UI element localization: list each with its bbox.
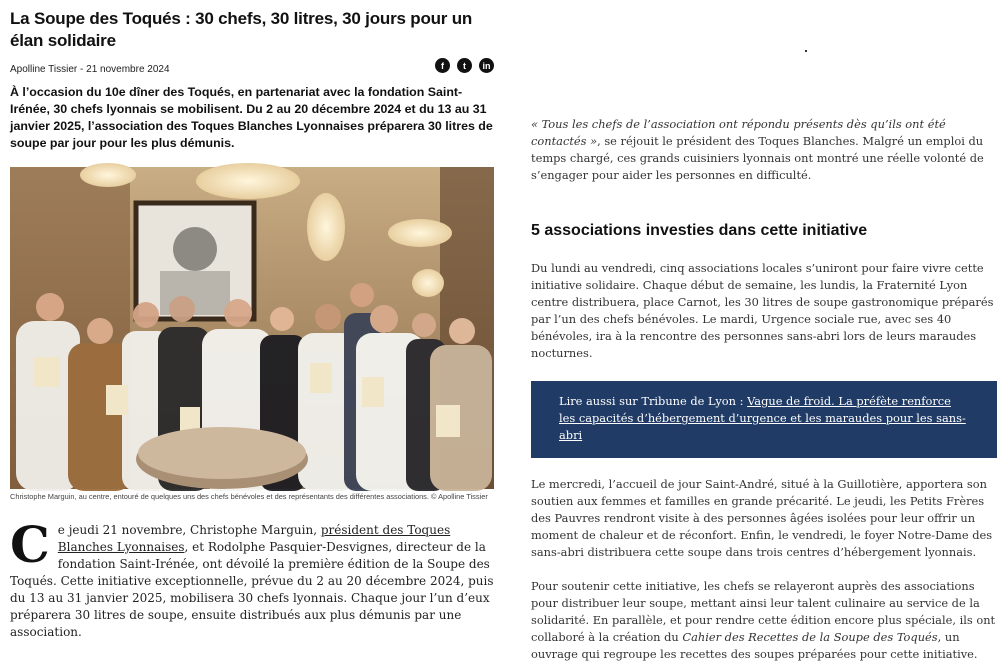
recipes-text-a: Pour soutenir cette initiative, les chefs se relayeront auprès des associations pour distribuer leur soupe, mettant ainsi leur talent culinaire au service de la solidarité. En parallèle, et pour rendre cette édition encore plus spéciale, ils ont collaboré à la création du — [531, 579, 996, 644]
toques-blanches-link[interactable]: président des Toques Blanches Lyonnaises — [57, 523, 451, 554]
quote-rest: , se réjouit le président des Toques Blanches. Malgré un emploi du temps chargé, ces grands cuisiniers lyonnais ont montré une réelle volonté de s’engager pour aider les personnes en difficulté. — [531, 134, 984, 182]
article-lead: À l’occasion du 10e dîner des Toqués, en partenariat avec la fondation Saint-Irénée, 30 chefs lyonnais se mobilisent. Du 2 au 20 décembre 2024 et du 13 au 31 janvier 2025, l’association des Toques Blanches Lyonnaises préparera 30 litres de soupe par jour pour les plus démunis. — [10, 85, 493, 150]
linkedin-icon[interactable]: in — [479, 58, 494, 73]
drop-cap: C — [10, 515, 50, 574]
article-body-intro — [10, 515, 494, 641]
associations-paragraph: Du lundi au vendredi, cinq associations locales s’uniront pour faire vivre cette initiative solidaire. Chaque début de semaine, les lundis, la Fraternité Lyon centre distribuera, place Carnot, les 30 litres de soupe gastronomique préparés par l’un des chefs bénévoles. Le mardi, Urgence sociale rue, avec ses 40 bénévoles, ira à la rencontre des personnes sans-abri lors de leurs maraudes nocturnes. — [531, 261, 994, 360]
article-title: La Soupe des Toqués : 30 chefs, 30 litres, 30 jours pour un élan solidaire — [10, 9, 473, 50]
twitter-icon[interactable]: t — [457, 58, 472, 73]
article-byline: Apolline Tissier - 21 novembre 2024 — [10, 64, 170, 75]
group-photo-illustration — [10, 167, 494, 489]
article-right-column — [531, 116, 997, 663]
read-also-label: Lire aussi sur Tribune de Lyon : — [559, 394, 748, 408]
weekday-paragraph: Le mercredi, l’accueil de jour Saint-André, situé à la Guillotière, apportera son soutien aux femmes et familles en grande précarité. Le jeudi, les Petits Frères des Pauvres rendront visite à des personnes âgées isolées pour leur offrir un moment de chaleur et de réconfort. Enfin, le vendredi, le foyer Notre-Dame des sans-abri distribuera cette soupe dans trois centres d’hébergement lyonnais. — [531, 477, 993, 559]
body-text-part1: e jeudi 21 novembre, Christophe Marguin, — [57, 523, 321, 537]
photo-caption: Christophe Marguin, au centre, entouré de quelques uns des chefs bénévoles et des représentants des différentes associations. © Apolline Tissier — [10, 492, 488, 501]
body-text-part2: , et Rodolphe Pasquier-Desvignes, directeur de la fondation Saint-Irénée, ont dévoilé la première édition de la Soupe des Toqués. Cette initiative exceptionnelle, prévue du 2 au 20 décembre 2024, puis du 13 au 31 janvier 2025, mobilisera 30 chefs lyonnais. Chaque jour l’un d’eux préparera 30 litres de soupe, ensuite distribués aux plus démunis par une association. — [10, 540, 494, 639]
recipes-text-b: , un ouvrage qui regroupe les recettes des soupes préparées pour cette initiative. — [531, 630, 978, 661]
share-buttons — [435, 58, 494, 73]
article-photo — [10, 167, 494, 489]
read-also-link[interactable]: Vague de froid. La préfète renforce les capacités d’hébergement d’urgence et les maraudes pour les sans-abri — [559, 394, 966, 442]
facebook-icon[interactable]: f — [435, 58, 450, 73]
read-also-box[interactable] — [531, 381, 997, 458]
article-left-column — [10, 8, 494, 641]
article-meta — [10, 57, 494, 75]
quote-italic: « Tous les chefs de l’association ont répondu présents dès qu’ils ont été contactés » — [531, 117, 946, 148]
section-heading: 5 associations investies dans cette initiative — [531, 222, 868, 239]
stray-dot — [805, 50, 807, 52]
president-quote — [531, 116, 997, 184]
recipes-paragraph — [531, 578, 997, 663]
recipes-book-title: Cahier des Recettes de la Soupe des Toqués — [682, 630, 938, 644]
